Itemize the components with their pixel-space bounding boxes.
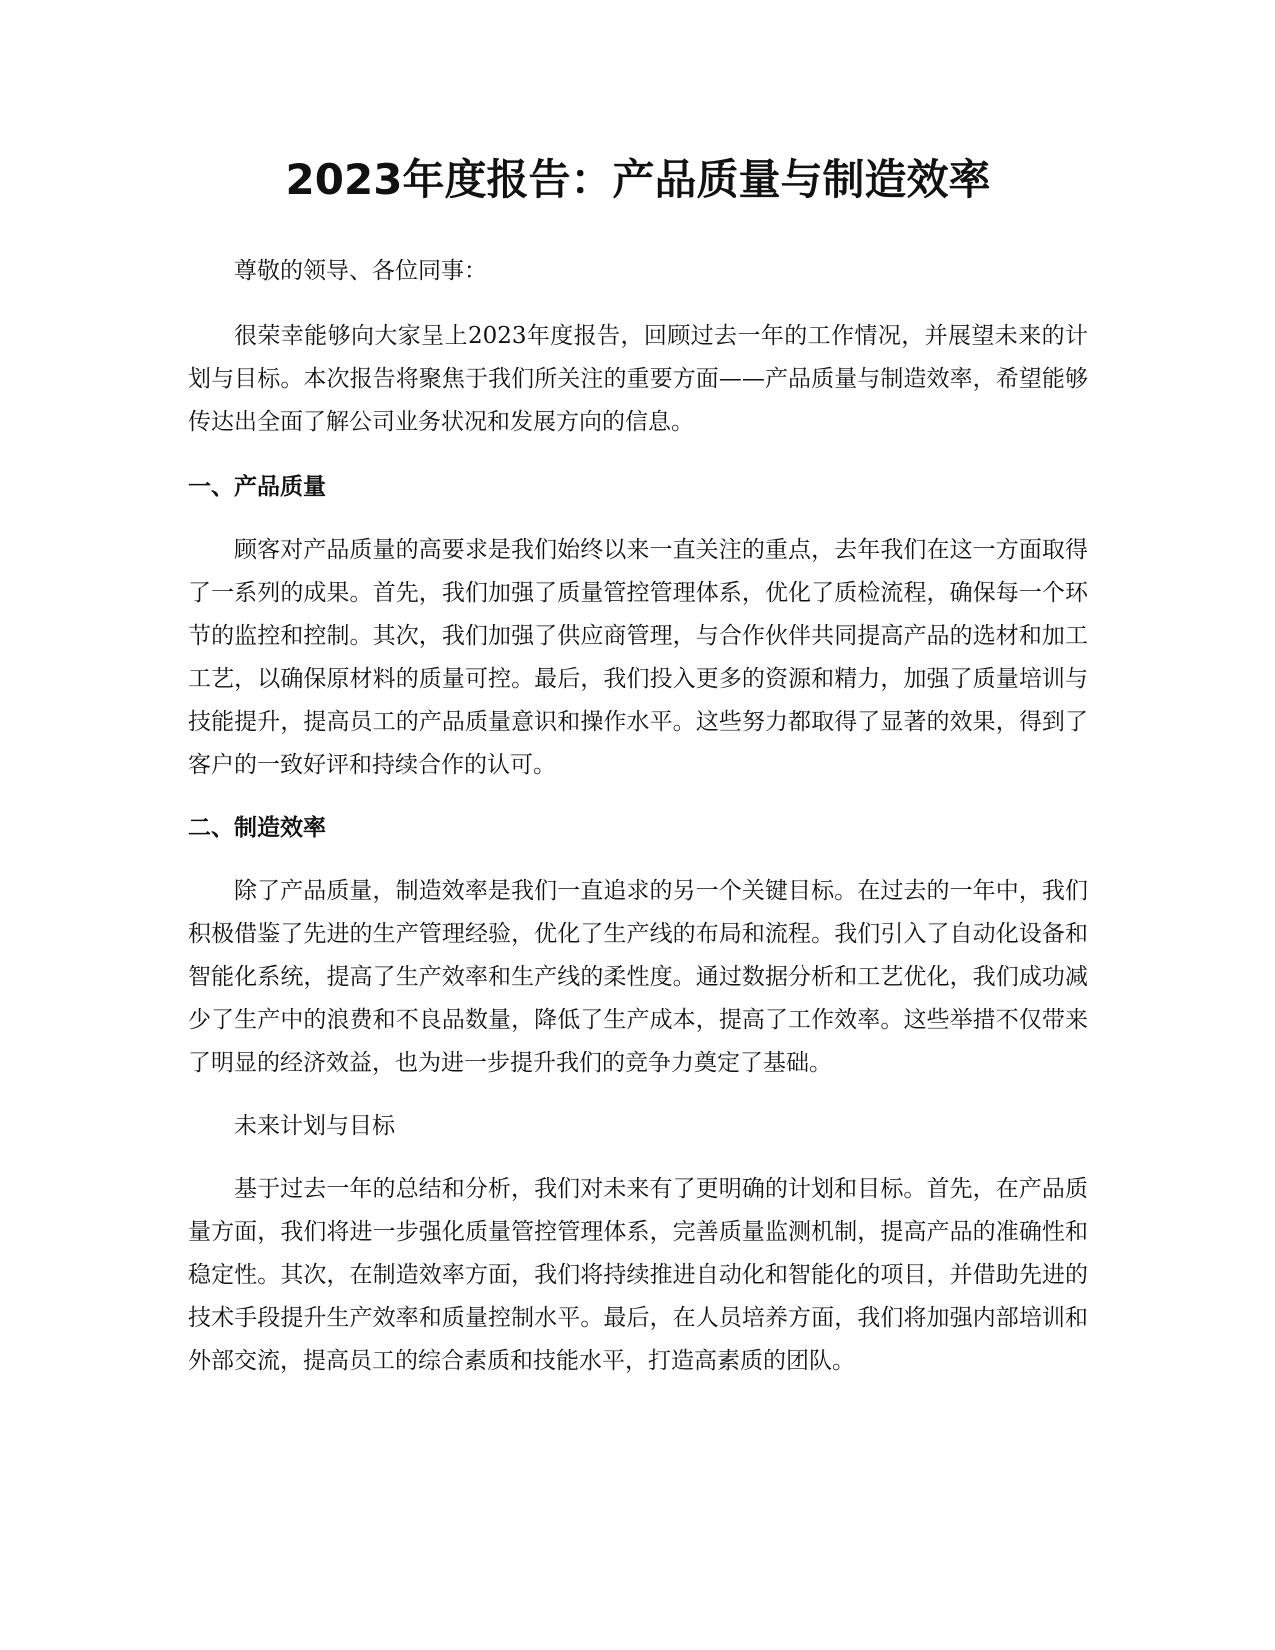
document-title: 2023年度报告：产品质量与制造效率 — [285, 155, 991, 204]
section-heading-manufacturing-efficiency: 二、制造效率 — [188, 815, 326, 841]
section-heading-product-quality: 一、产品质量 — [188, 474, 326, 500]
document-body — [188, 150, 1088, 1383]
future-plans-label: 未来计划与目标 — [234, 1113, 395, 1139]
salutation: 尊敬的领导、各位同事： — [234, 258, 487, 284]
section-body-product-quality: 顾客对产品质量的高要求是我们始终以来一直关注的重点，去年我们在这一方面取得了一系列的成果。首先，我们加强了质量管控管理体系，优化了质检流程，确保每一个环节的监控和控制。其次，我们加强了供应商管理，与合作伙伴共同提高产品的选材和加工工艺，以确保原材料的质量可控。最后，我们投入更多的资源和精力，加强了质量培训与技能提升，提高员工的产品质量意识和操作水平。这些努力都取得了显著的效果，得到了客户的一致好评和持续合作的认可。 — [188, 537, 1088, 778]
section-body-manufacturing-efficiency: 除了产品质量，制造效率是我们一直追求的另一个关键目标。在过去的一年中，我们积极借鉴了先进的生产管理经验，优化了生产线的布局和流程。我们引入了自动化设备和智能化系统，提高了生产效率和生产线的柔性度。通过数据分析和工艺优化，我们成功减少了生产中的浪费和不良品数量，降低了生产成本，提高了工作效率。这些举措不仅带来了明显的经济效益，也为进一步提升我们的竞争力奠定了基础。 — [188, 878, 1088, 1076]
future-plans-paragraph: 基于过去一年的总结和分析，我们对未来有了更明确的计划和目标。首先，在产品质量方面，我们将进一步强化质量管控管理体系，完善质量监测机制，提高产品的准确性和稳定性。其次，在制造效率方面，我们将持续推进自动化和智能化的项目，并借助先进的技术手段提升生产效率和质量控制水平。最后，在人员培养方面，我们将加强内部培训和外部交流，提高员工的综合素质和技能水平，打造高素质的团队。 — [188, 1176, 1088, 1374]
intro-paragraph: 很荣幸能够向大家呈上2023年度报告，回顾过去一年的工作情况，并展望未来的计划与目标。本次报告将聚焦于我们所关注的重要方面——产品质量与制造效率，希望能够传达出全面了解公司业务状况和发展方向的信息。 — [188, 323, 1088, 435]
